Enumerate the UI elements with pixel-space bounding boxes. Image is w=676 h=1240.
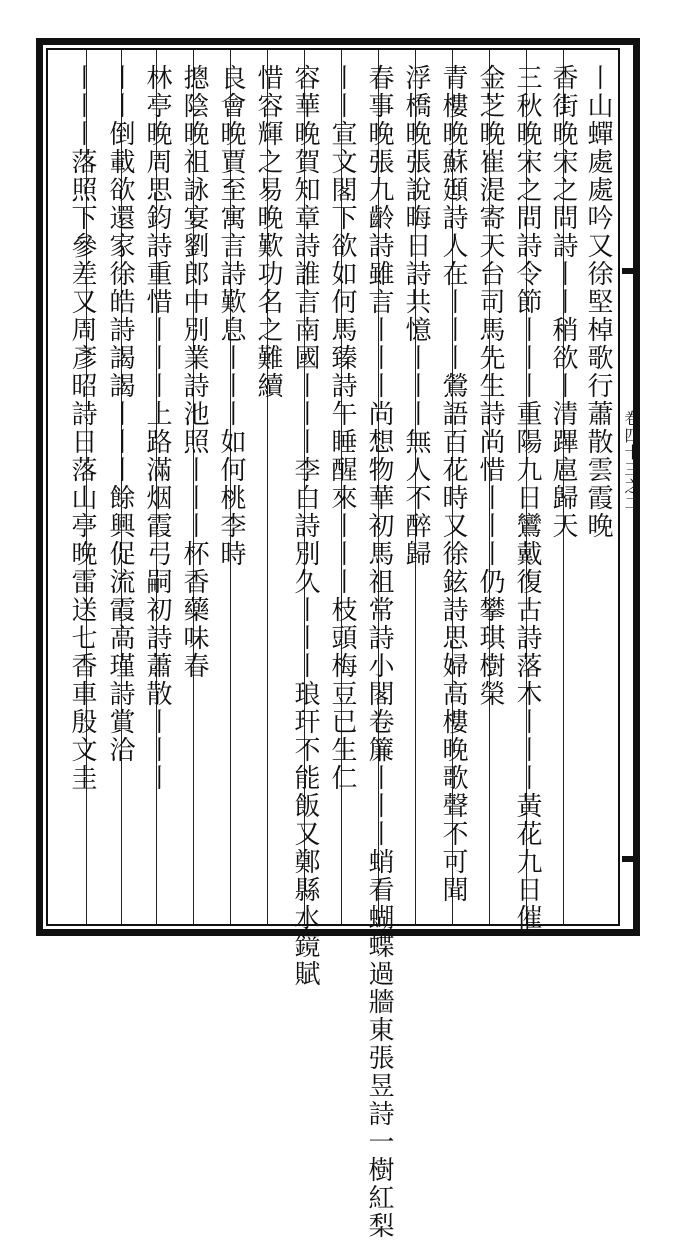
edge-band [622, 856, 640, 862]
text-column: 丨丨丨落照下參差又周彥昭詩日落山亭晚雷送七香車殷文圭 [67, 64, 97, 792]
text-column: 良會晚賈至寓言詩歎息丨丨丨如何桃李時 [216, 64, 246, 568]
text-column: 林亭晚周思鈞詩重惜丨丨丨上路滿烟霞弓嗣初詩蕭散丨丨丨 [142, 64, 172, 792]
text-column: 三秋晚宋之問詩令節丨丨丨重陽九日鸞戴復古詩落木丨丨丨黃花九日催 [512, 64, 542, 932]
text-column: 浮橋晚張說晦日詩共憶丨丨丨無人不醉歸 [401, 64, 431, 568]
text-column: 摠陰晚祖詠宴劉郎中別業詩池照丨丨丨杯香藥味春 [179, 64, 209, 680]
text-column: 金芝晚崔湜寄天台司馬先生詩尚惜丨丨丨仍攀琪樹榮 [475, 64, 505, 708]
edge-band [622, 268, 640, 274]
text-column: 丨丨倒載欲還家徐皓詩謁謁丨丨丨餘興促流霞高瑾詩賞洽 [105, 64, 135, 764]
text-column: 丨丨宣文閣下欲如何馬臻詩午睡醒來丨丨丨枝頭梅豆已生仁 [327, 64, 357, 792]
text-column: 青樓晚蘇頲詩人在丨丨丨鶯語百花時又徐鉉詩思婦高樓晚歌聲不可聞 [438, 64, 468, 904]
text-column: 容華晚賀知章詩誰言南國丨丨丨李白詩別久丨丨丨琅玕不能飯又鄭縣水鏡賦 [290, 64, 320, 988]
chapter-label: 卷四十三之二 [622, 410, 641, 512]
page-edge-strip [622, 50, 640, 926]
text-column: 春事晚張九齡詩雖言丨丨丨尚想物華初馬祖常詩小閣卷簾丨丨丨蛸看蝴蝶過牆東張昱詩一樹紅梨 [364, 64, 394, 1240]
text-column: 丨山蟬處處吟又徐堅棹歌行蕭散雲霞晚 [583, 64, 613, 540]
text-column: 香街晚宋之問詩丨丨稍欲丨清蹕扈歸天 [548, 64, 578, 540]
text-column: 惜容輝之易晚歎功名之難續 [253, 64, 283, 400]
